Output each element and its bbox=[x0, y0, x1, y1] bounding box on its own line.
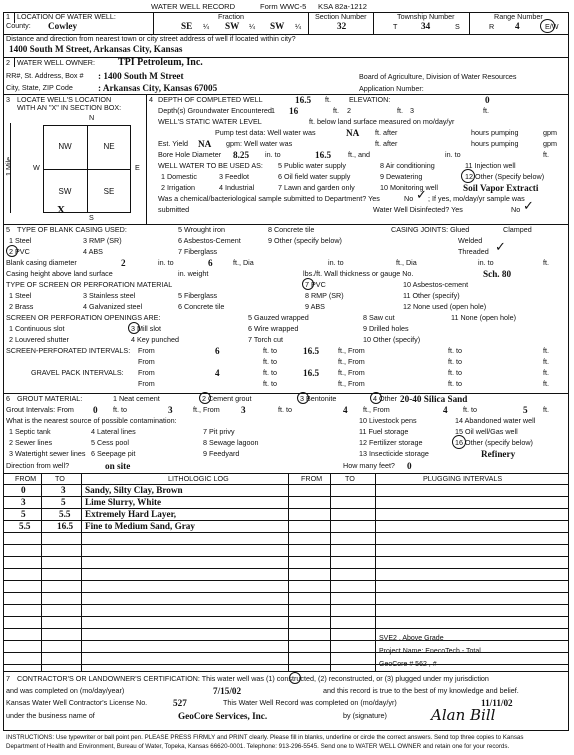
casing-pvc[interactable]: 2 PVC bbox=[9, 247, 30, 256]
diam-to-value[interactable]: 6 bbox=[208, 258, 213, 268]
log-rule bbox=[3, 544, 569, 545]
elevation-label: ELEVATION: bbox=[349, 95, 391, 104]
fraction-q2[interactable]: SW bbox=[225, 21, 240, 31]
height-label: Casing height above land surface bbox=[6, 269, 113, 278]
form-number: Form WWC-5 bbox=[260, 2, 307, 11]
use-public[interactable]: 5 Public water supply bbox=[278, 161, 346, 170]
locate-label-2: WITH AN "X" IN SECTION BOX: bbox=[17, 103, 122, 112]
openings-label: SCREEN OR PERFORATION OPENINGS ARE: bbox=[6, 313, 161, 322]
opening-mill-circle bbox=[128, 322, 140, 334]
groundwater-label: Depth(s) Groundwater Encountered bbox=[158, 106, 272, 115]
log-rule bbox=[3, 604, 569, 605]
record-date[interactable]: 11/11/02 bbox=[481, 698, 513, 708]
contam-other-value[interactable]: Refinery bbox=[481, 449, 516, 459]
gravel-from-value[interactable]: 4 bbox=[215, 368, 220, 378]
log-rule bbox=[3, 592, 569, 593]
use-irrigation[interactable]: 2 Irrigation bbox=[161, 183, 195, 192]
screen-pvc-circle bbox=[302, 278, 314, 290]
pump-test-label: Pump test data: Well water was bbox=[215, 128, 316, 137]
distance-value[interactable]: 1400 South M Street, Arkansas City, Kansas bbox=[9, 44, 183, 54]
log-from-2: 3 bbox=[21, 497, 26, 507]
log-from-4: 5.5 bbox=[19, 521, 31, 531]
feet-label: How many feet? bbox=[343, 461, 395, 470]
quadrant-ne: NE bbox=[103, 142, 115, 151]
address-label: RR#, St. Address, Box # bbox=[6, 71, 84, 80]
screen-pvc[interactable]: 7 PVC bbox=[305, 280, 326, 289]
owner-label: WATER WELL OWNER: bbox=[17, 58, 95, 67]
grout-from-1[interactable]: 0 bbox=[93, 405, 98, 415]
use-air[interactable]: 8 Air conditioning bbox=[380, 161, 435, 170]
log-to-2: 5 bbox=[61, 497, 66, 507]
range-value[interactable]: 4 bbox=[515, 21, 520, 31]
distance-label: Distance and direction from nearest town or city street address of well if located within city? bbox=[6, 34, 296, 43]
grout-from-3[interactable]: 4 bbox=[443, 405, 448, 415]
joints-label: CASING JOINTS: Glued bbox=[391, 225, 470, 234]
license-label: Kansas Water Well Contractor's License No. bbox=[6, 698, 148, 707]
range-ew: E/W bbox=[545, 22, 559, 31]
fraction-q3[interactable]: SW bbox=[270, 21, 285, 31]
bore-value[interactable]: 8.25 bbox=[233, 150, 250, 160]
range-label: Range Number bbox=[494, 12, 543, 21]
casing-label: TYPE OF BLANK CASING USED: bbox=[17, 225, 127, 234]
log-rule bbox=[3, 628, 569, 629]
log-desc-3: Extremely Hard Layer, bbox=[85, 509, 177, 519]
bore-label: Bore Hole Diameter bbox=[158, 150, 222, 159]
quadrant-sw: SW bbox=[58, 187, 72, 196]
township-value[interactable]: 34 bbox=[421, 21, 431, 31]
contamination-label: What is the nearest source of possible contamination: bbox=[6, 416, 177, 425]
disinfected-label: Water Well Disinfected? Yes bbox=[373, 205, 463, 214]
instructions-1: INSTRUCTIONS: Use typewriter or ball point pen. PLEASE PRESS FIRMLY and PRINT clearly. Please fill in blanks, underline or circle the correct answers. Send top three copies to Kansas bbox=[6, 734, 524, 741]
location-label: LOCATION OF WATER WELL: bbox=[17, 12, 116, 21]
use-dewatering[interactable]: 9 Dewatering bbox=[380, 172, 423, 181]
grout-to-1[interactable]: 3 bbox=[168, 405, 173, 415]
use-domestic[interactable]: 1 Domestic bbox=[161, 172, 197, 181]
depth-label: DEPTH OF COMPLETED WELL bbox=[158, 95, 263, 104]
other-use-value[interactable]: Soil Vapor Extracti bbox=[463, 183, 539, 193]
gravel-to-value[interactable]: 16.5 bbox=[303, 368, 320, 378]
threaded-check: ✓ bbox=[495, 240, 506, 255]
use-industrial[interactable]: 4 Industrial bbox=[219, 183, 255, 192]
use-lawn[interactable]: 7 Lawn and garden only bbox=[278, 183, 355, 192]
feet-value[interactable]: 0 bbox=[407, 461, 412, 471]
city-value[interactable]: : Arkansas City, Kansas 67005 bbox=[98, 83, 218, 93]
signature: Alan Bill bbox=[431, 706, 496, 724]
static-level-label: WELL'S STATIC WATER LEVEL bbox=[158, 117, 262, 126]
use-injection[interactable]: 11 Injection well bbox=[465, 161, 516, 170]
use-label: WELL WATER TO BE USED AS: bbox=[158, 161, 263, 170]
county-value[interactable]: Cowley bbox=[48, 21, 78, 31]
log-rule bbox=[3, 532, 569, 533]
screen-intervals-label: SCREEN-PERFORATED INTERVALS: bbox=[6, 346, 131, 355]
disinfected-no-check: ✓ bbox=[523, 199, 534, 214]
range-east-circle bbox=[540, 19, 555, 33]
log-rule bbox=[3, 664, 569, 665]
direction-value[interactable]: on site bbox=[105, 461, 131, 471]
note-2: Project Name: EnecoTech - Total bbox=[379, 648, 481, 655]
log-to-3: 5.5 bbox=[59, 509, 71, 519]
form-ksa: KSA 82a-1212 bbox=[318, 2, 367, 11]
screen-from-value[interactable]: 6 bbox=[215, 346, 220, 356]
owner-value[interactable]: TPI Petroleum, Inc. bbox=[118, 57, 203, 68]
grout-other-circle bbox=[370, 392, 382, 404]
diam-label: Blank casing diameter bbox=[6, 258, 77, 267]
screen-label: TYPE OF SCREEN OR PERFORATION MATERIAL bbox=[6, 280, 173, 289]
log-rule bbox=[3, 556, 569, 557]
instructions-2: Department of Health and Environment, Bureau of Water, Topeka, Kansas 66620-0001. Telephone: 913-296-5545. Send one to WATER WELL OWNER and retain one for your records. bbox=[6, 743, 510, 750]
use-other-circle bbox=[461, 169, 475, 183]
section-label: Section Number bbox=[315, 12, 367, 21]
log-desc-2: Lime Slurry, White bbox=[85, 497, 162, 507]
license-value[interactable]: 527 bbox=[173, 698, 187, 708]
county-label: County: bbox=[6, 21, 31, 30]
township-label: Township Number bbox=[397, 12, 455, 21]
grout-other-value[interactable]: 20-40 Silica Sand bbox=[400, 394, 468, 404]
use-feedlot[interactable]: 3 Feedlot bbox=[219, 172, 249, 181]
locate-label-1: LOCATE WELL'S LOCATION bbox=[17, 95, 112, 104]
screen-to-value[interactable]: 16.5 bbox=[303, 346, 320, 356]
grout-intervals-label: Grout Intervals: From bbox=[6, 405, 74, 414]
casing-pvc-circle bbox=[6, 245, 18, 257]
est-yield-label: Est. Yield bbox=[158, 139, 188, 148]
contam-other-circle bbox=[452, 435, 466, 449]
log-rule bbox=[3, 568, 569, 569]
use-other[interactable]: 12 Other (Specify below) bbox=[465, 172, 545, 181]
direction-label: Direction from well? bbox=[6, 461, 70, 470]
quadrant-nw: NW bbox=[58, 142, 72, 151]
bore-to-value[interactable]: 16.5 bbox=[315, 150, 332, 160]
cert-line-1: CONTRACTOR'S OR LANDOWNER'S CERTIFICATION: This water well was (1) constructed, (2) reconstructed, or (3) plugged under my jurisdiction bbox=[17, 674, 489, 683]
log-desc-1: Sandy, Silty Clay, Brown bbox=[85, 485, 183, 495]
grout-from-2[interactable]: 3 bbox=[241, 405, 246, 415]
grout-to-3[interactable]: 5 bbox=[523, 405, 528, 415]
log-rule bbox=[3, 616, 569, 617]
quadrant-se: SE bbox=[103, 187, 115, 196]
application-label: Application Number: bbox=[359, 84, 424, 93]
gravel-label: GRAVEL PACK INTERVALS: bbox=[31, 368, 124, 377]
completed-date[interactable]: 7/15/02 bbox=[213, 686, 242, 696]
log-from-3: 5 bbox=[21, 509, 26, 519]
chem-no-check: ✓ bbox=[416, 188, 427, 203]
gauge-value[interactable]: Sch. 80 bbox=[483, 269, 512, 279]
depth-value[interactable]: 16.5 bbox=[295, 95, 312, 105]
chem-sample-label: Was a chemical/bacteriological sample submitted to Department? Yes bbox=[158, 194, 380, 203]
log-to-4: 16.5 bbox=[57, 521, 74, 531]
location-mark: X bbox=[57, 204, 65, 216]
log-rule bbox=[3, 652, 569, 653]
fraction-q1[interactable]: SE bbox=[181, 21, 193, 31]
groundwater-1[interactable]: 16 bbox=[289, 106, 299, 116]
city-label: City, State, ZIP Code bbox=[6, 83, 73, 92]
elevation-value[interactable]: 0 bbox=[485, 95, 490, 105]
form-title: WATER WELL RECORD bbox=[151, 2, 236, 11]
log-rule bbox=[3, 640, 569, 641]
pump-test-value[interactable]: NA bbox=[346, 128, 360, 138]
log-desc-4: Fine to Medium Sand, Gray bbox=[85, 521, 195, 531]
business-label: under the business name of bbox=[6, 711, 95, 720]
use-monitoring[interactable]: 10 Monitoring well bbox=[380, 183, 438, 192]
grout-cement-circle bbox=[199, 392, 211, 404]
fraction-label: Fraction bbox=[218, 12, 244, 21]
grout-label: GROUT MATERIAL: bbox=[17, 394, 83, 403]
grout-other[interactable]: 4 Other bbox=[373, 394, 397, 403]
note-3: GeoCore # 562 , # bbox=[379, 661, 437, 668]
note-1: SVE2 , Above Grade bbox=[379, 635, 444, 642]
diam-value[interactable]: 2 bbox=[121, 258, 126, 268]
use-oilfield[interactable]: 6 Oil field water supply bbox=[278, 172, 351, 181]
log-to-1: 3 bbox=[61, 485, 66, 495]
business-value[interactable]: GeoCore Services, Inc. bbox=[178, 711, 268, 721]
est-yield-value[interactable]: NA bbox=[198, 139, 212, 149]
grout-cement[interactable]: 2 Cement grout bbox=[202, 394, 252, 403]
log-from-1: 0 bbox=[21, 485, 26, 495]
opening-mill-slot[interactable]: 3 Mill slot bbox=[131, 324, 161, 333]
constructed-circle bbox=[289, 672, 301, 684]
contam-other[interactable]: 16 Other (specify below) bbox=[455, 438, 533, 447]
grout-bentonite-circle bbox=[297, 392, 309, 404]
grout-to-2[interactable]: 4 bbox=[343, 405, 348, 415]
section-value[interactable]: 32 bbox=[337, 21, 347, 31]
water-well-record-form: WATER WELL RECORD Form WWC-5 KSA 82a-1212 1 LOCATION OF WATER WELL: County: Cowley Fraction SE ¼ SW ¼ SW ¼ Section Number 32 Township Number T 34 S Range Number R 4 E/W Distance and direction from nearest town or city street address of well if located within city? 1400 South M Street, Arkansas City, Kansas 2 WATER WELL OWNER: TPI Petroleum, Inc. RR#, St. Address, Box # : 1400 South M Street City, State, ZIP Code : Arkansas City, Kansas 67005 Board of Agriculture, Division of Water Resources Application Number: 3 LOCATE WELL'S LOCATION WITH AN "X" IN SECTION BOX: N S W E 1 Mile NW NE SW SE X 4 DEPTH OF COMPLETED WELL 16.5 ft. ELEVATION: 0 Depth(s) Groundwater Encountered 1 16 ft. 2 ft. 3 ft. WELL'S STATIC WATER LEVEL ft. below land surface measured on mo/day/yr Pump test data: Well water was NA ft. after hours pumping gpm Est. Yield NA gpm: Well water was ft. after hours pumping gpm Bore Hole Diameter 8.25 in. to 16.5 ft., and in. to ft. WELL WATER TO BE USED AS: 5 Public water supply 8 Air conditioning 11 Injection well 1 Domestic 3 Feedlot 6 Oil field water supply 9 Dewatering 12 Other (Specify below) 2 Irrigation 4 Industrial 7 Lawn and garden only 10 Monitoring well Soil Vapor Extracti Was a chemical/bacteriological sample submitted to Department? Yes No ✓ ; If yes, mo/day/yr sample was submitted Water Well Disinfected? Yes No ✓ 5 TYPE OF BLANK CASING USED: 5 Wrought iron 8 Concrete tile 1 Steel 3 RMP (SR) 6 Asbestos-Cement 9 Other (specify below) 2 PVC 4 ABS 7 Fiberglass CASING JOINTS: Glued Clamped Welded Threaded ✓ Blank casing diameter 2 in. to 6 ft., Dia in. to ft., Dia in. to ft. Casing height above land surface in. weight lbs./ft. Wall thickness or gauge No. Sch. 80 TYPE OF SCREEN OR PERFORATION MATERIAL 7 PVC 10 Asbestos-cement 1 Steel 3 Stainless steel 5 Fiberglass 8 RMP (SR) 11 Other (specify) 2 Brass 4 Galvanized steel 6 Concrete tile 9 ABS 12 None used (open hole) SCREEN OR PERFORATION OPENINGS ARE: 5 Gauzed wrapped 8 Saw cut 11 None (open hole) 1 Continuous slot 3 Mill slot 6 Wire wrapped 9 Drilled holes 2 Louvered shutter 4 Key punched 7 Torch cut 10 Other (specify) SCREEN-PERFORATED INTERVALS: From 6 ft. to 16.5 ft., From ft. to ft. From ft. to ft., From ft. to ft. GRAVEL PACK INTERVALS: From 4 ft. to 16.5 ft., From ft. to ft. From ft. to ft., From ft. to ft. 6 GROUT MATERIAL: 1 Neat cement 2 Cement grout 3 Bentonite 4 Other 20-40 Silica Sand Grout Intervals: From 0 ft. to 3 ft., From 3 ft. to 4 ft., From 4 ft. to 5 ft. What is the nearest source of possible contamination: 10 Livestock pens 14 Abandoned water well 1 Septic tank 4 Lateral lines 7 Pit privy 11 Fuel storage 15 Oil well/Gas well 2 Sewer lines 5 Cess pool 8 Sewage lagoon 12 Fertilizer storage 16 Other (specify below) 3 Watertight sewer lines 6 Seepage pit 9 Feedyard 13 Insecticide storage Refinery Direction from well? on site How many feet? 0 FROM TO LITHOLOGIC LOG FROM TO PLUGGING INTERVALS 0 3 Sandy, Silty Clay, Brown 3 5 Lime Slurry, White 5 5.5 Extremely Hard Layer, 5.5 16.5 Fine to Medium Sand, Gray SVE2 , Above Grade Project Name: EnecoTech - Total GeoCore # 562 , # 7 CONTRACTOR'S OR LANDOWNER'S CERTIFICATION: This water well was (1) constructed, (2) reconstructed, or (3) plugged under my jurisdiction and was completed on (mo/day/year) 7/15/02 and this record is true to the best of my knowledge and belief. Kansas Water Well Contractor's License No. 527 This Water Well Record was completed on (mo/day/yr) 11/11/02 under the business name of GeoCore Services, Inc. by (signature) Alan Bill INSTRUCTIONS: Use typewriter or ball point pen. PLEASE PRESS FIRMLY and PRINT clearly. Please fill in blanks, underline or circle the correct answers. Send top three copies to Kansas Department of Health and Environment, Bureau of Water, Topeka, Kansas 66620-0001. Telephone: 913-296-5545. Send one to WATER WELL OWNER and retain one for your records. bbox=[3, 1, 569, 753]
board-label: Board of Agriculture, Division of Water Resources bbox=[359, 72, 517, 81]
grout-bentonite[interactable]: 3 Bentonite bbox=[300, 394, 337, 403]
log-rule bbox=[3, 580, 569, 581]
address-value[interactable]: : 1400 South M Street bbox=[98, 71, 184, 81]
